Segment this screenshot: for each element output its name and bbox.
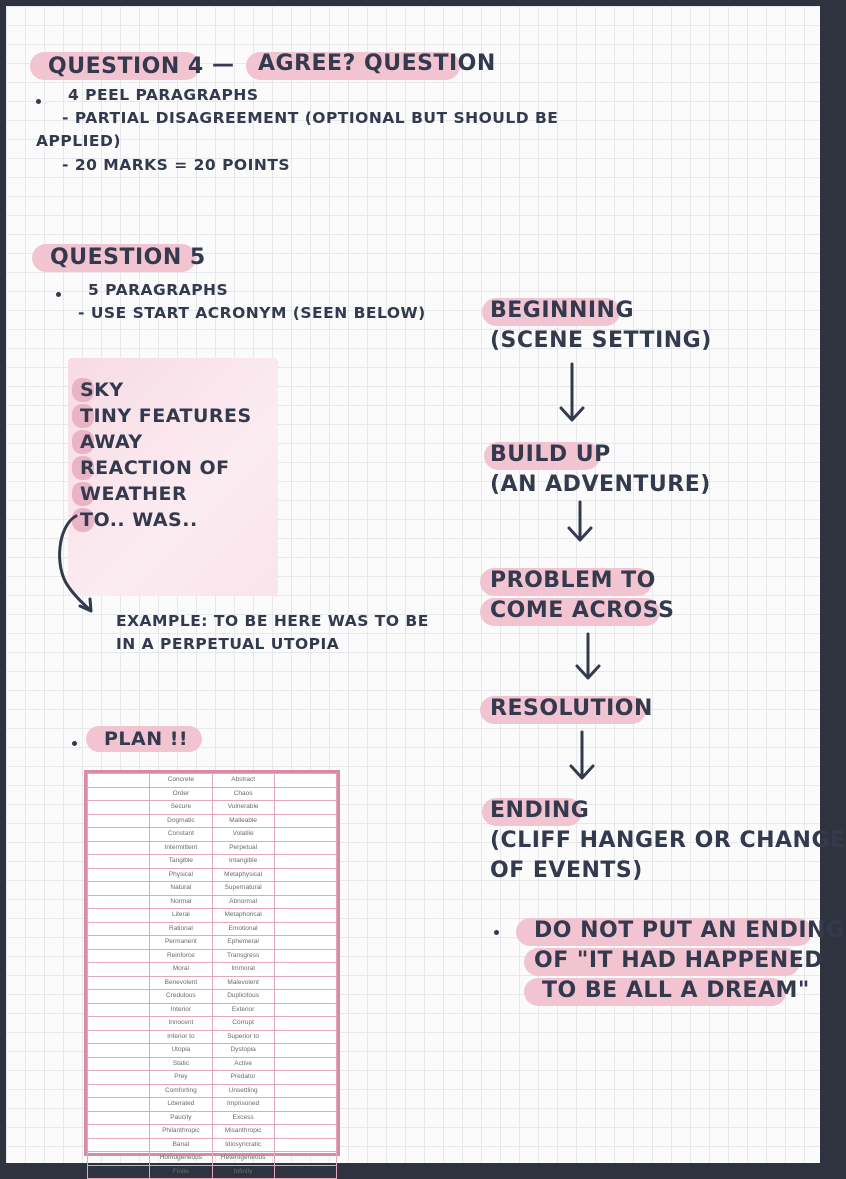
table-cell: [274, 1084, 336, 1098]
table-cell: Rational: [150, 922, 212, 936]
table-cell: [274, 1152, 336, 1166]
table-cell: Comforting: [150, 1084, 212, 1098]
q4-subtitle: AGREE? QUESTION: [258, 51, 496, 76]
bullet: [494, 930, 499, 935]
table-cell: Supernatural: [212, 882, 274, 896]
table-row: [88, 1125, 337, 1139]
table-row: [88, 1111, 337, 1125]
table-cell: [274, 1017, 336, 1031]
bullet: [36, 99, 41, 104]
table-cell: Reinforce: [150, 949, 212, 963]
vocabulary-table: [84, 770, 340, 1175]
table-cell: Duplicitous: [212, 990, 274, 1004]
flow-beginning: BEGINNING: [490, 298, 635, 323]
example-line-1: EXAMPLE: TO BE HERE WAS TO BE: [116, 612, 429, 630]
acronym-sky: SKY: [80, 379, 124, 401]
table-cell: [88, 814, 150, 828]
table-cell: Utopia: [150, 1044, 212, 1058]
table-cell: Vulnerable: [212, 801, 274, 815]
table-cell: [274, 868, 336, 882]
table-cell: Prey: [150, 1071, 212, 1085]
table-cell: [274, 895, 336, 909]
table-row: [88, 1098, 337, 1112]
table-cell: [274, 801, 336, 815]
table-cell: Tangible: [150, 855, 212, 869]
table-cell: Corrupt: [212, 1017, 274, 1031]
table-cell: [88, 1111, 150, 1125]
table-row: [88, 787, 337, 801]
table-cell: Paucity: [150, 1111, 212, 1125]
q4-title: QUESTION 4: [48, 54, 204, 79]
table-row: [88, 976, 337, 990]
table-cell: [88, 990, 150, 1004]
table-cell: [274, 787, 336, 801]
table-row: [88, 841, 337, 855]
table-row: [88, 814, 337, 828]
table-cell: Homogeneous: [150, 1152, 212, 1166]
flow-beginning-sub: (SCENE SETTING): [490, 328, 712, 353]
bullet: [56, 292, 61, 297]
note-line-2: OF "IT HAD HAPPENED: [534, 948, 823, 973]
table-cell: Volatile: [212, 828, 274, 842]
table-cell: [88, 868, 150, 882]
table-cell: Abnormal: [212, 895, 274, 909]
acronym-reaction-of: REACTION OF: [80, 457, 230, 479]
table-cell: [274, 990, 336, 1004]
table-cell: Malleable: [212, 814, 274, 828]
curved-arrow-icon: [46, 506, 106, 621]
table-cell: Superior to: [212, 1030, 274, 1044]
table-cell: [274, 963, 336, 977]
table-cell: [274, 936, 336, 950]
table-cell: [88, 949, 150, 963]
q5-line-1: 5 PARAGRAPHS: [88, 281, 229, 299]
table-cell: [274, 828, 336, 842]
table-cell: [88, 1165, 150, 1179]
table-cell: Concrete: [150, 774, 212, 788]
table-cell: Ephemeral: [212, 936, 274, 950]
table-row: [88, 895, 337, 909]
table-cell: [274, 1138, 336, 1152]
table-cell: Unsettling: [212, 1084, 274, 1098]
table-cell: Interior: [150, 1003, 212, 1017]
table-cell: [88, 976, 150, 990]
table-cell: [88, 801, 150, 815]
table-row: [88, 882, 337, 896]
table-cell: Intangible: [212, 855, 274, 869]
flow-problem-1: PROBLEM TO: [490, 568, 656, 593]
table-cell: Metaphysical: [212, 868, 274, 882]
table-cell: [88, 787, 150, 801]
table-cell: [88, 1003, 150, 1017]
table-cell: Heterogeneous: [212, 1152, 274, 1166]
flow-resolution: RESOLUTION: [490, 696, 653, 721]
table-cell: Normal: [150, 895, 212, 909]
table-cell: [88, 1084, 150, 1098]
table-cell: [88, 1125, 150, 1139]
table-cell: [88, 1017, 150, 1031]
down-arrow-icon: [566, 500, 594, 544]
table-row: [88, 1003, 337, 1017]
table-row: [88, 801, 337, 815]
table-cell: [88, 841, 150, 855]
table-row: [88, 1030, 337, 1044]
table-cell: [88, 774, 150, 788]
table-cell: [274, 882, 336, 896]
flow-problem-2: COME ACROSS: [490, 598, 675, 623]
table-row: [88, 868, 337, 882]
table-row: [88, 1017, 337, 1031]
table-cell: [274, 1057, 336, 1071]
q4-line-3: - 20 MARKS = 20 POINTS: [62, 156, 291, 174]
down-arrow-icon: [558, 362, 586, 424]
table-cell: [274, 774, 336, 788]
table-row: [88, 1165, 337, 1179]
note-line-1: DO NOT PUT AN ENDING: [534, 918, 845, 943]
table-cell: [274, 1098, 336, 1112]
table-row: [88, 963, 337, 977]
table-cell: Secure: [150, 801, 212, 815]
table-cell: [88, 855, 150, 869]
table-cell: [88, 1057, 150, 1071]
table-cell: Constant: [150, 828, 212, 842]
table-cell: Exterior: [212, 1003, 274, 1017]
table-cell: [274, 1030, 336, 1044]
q5-line-2: - USE START ACRONYM (SEEN BELOW): [78, 304, 426, 322]
down-arrow-icon: [574, 632, 602, 682]
acronym-away: AWAY: [80, 431, 143, 453]
q4-line-1: 4 PEEL PARAGRAPHS: [68, 86, 259, 104]
table-cell: [88, 1152, 150, 1166]
table-cell: [88, 936, 150, 950]
table-cell: Transgress: [212, 949, 274, 963]
table-cell: Physical: [150, 868, 212, 882]
down-arrow-icon: [568, 730, 596, 782]
table-cell: [88, 828, 150, 842]
table-row: [88, 1084, 337, 1098]
table-cell: [88, 1098, 150, 1112]
acronym-to-was: TO.. WAS..: [80, 509, 198, 531]
table-cell: Natural: [150, 882, 212, 896]
table-cell: Infinity: [212, 1165, 274, 1179]
table-row: [88, 828, 337, 842]
table-cell: [274, 855, 336, 869]
table-cell: [88, 922, 150, 936]
table-cell: [88, 1138, 150, 1152]
table-cell: Misanthropic: [212, 1125, 274, 1139]
table-cell: Intermittent: [150, 841, 212, 855]
note-line-3: TO BE ALL A DREAM": [542, 978, 810, 1003]
table-row: [88, 936, 337, 950]
table-cell: Literal: [150, 909, 212, 923]
table-cell: Malevolent: [212, 976, 274, 990]
table-row: [88, 1044, 337, 1058]
table-cell: Imprisoned: [212, 1098, 274, 1112]
table-row: [88, 922, 337, 936]
table-cell: [274, 1044, 336, 1058]
table-cell: Immoral: [212, 963, 274, 977]
table-cell: Inferior to: [150, 1030, 212, 1044]
table-cell: Permanent: [150, 936, 212, 950]
table-cell: [88, 963, 150, 977]
table-cell: Active: [212, 1057, 274, 1071]
table-cell: [274, 1111, 336, 1125]
q4-dash: —: [212, 52, 235, 77]
table-cell: Innocent: [150, 1017, 212, 1031]
table-cell: Predator: [212, 1071, 274, 1085]
table-cell: Credulous: [150, 990, 212, 1004]
table-row: [88, 909, 337, 923]
table-cell: [274, 841, 336, 855]
notes-page: [6, 6, 846, 1175]
table-cell: Excess: [212, 1111, 274, 1125]
table-cell: Benevolent: [150, 976, 212, 990]
table-row: [88, 855, 337, 869]
table-cell: [274, 814, 336, 828]
table-row: [88, 949, 337, 963]
flow-ending-sub-1: (CLIFF HANGER OR CHANGE: [490, 828, 846, 853]
table-cell: [274, 1125, 336, 1139]
table-row: [88, 1138, 337, 1152]
table-cell: [274, 1003, 336, 1017]
table-cell: Perpetual: [212, 841, 274, 855]
table-cell: Chaos: [212, 787, 274, 801]
table-row: [88, 1071, 337, 1085]
flow-build-up: BUILD UP: [490, 442, 611, 467]
table-cell: [274, 909, 336, 923]
table-cell: [88, 882, 150, 896]
table-row: [88, 990, 337, 1004]
table-cell: Philanthropic: [150, 1125, 212, 1139]
example-line-2: IN A PERPETUAL UTOPIA: [116, 635, 340, 653]
acronym-tiny-features: TINY FEATURES: [80, 405, 252, 427]
table-cell: Moral: [150, 963, 212, 977]
q4-line-2a: - PARTIAL DISAGREEMENT (OPTIONAL BUT SHOULD BE: [62, 109, 559, 127]
table-cell: [274, 922, 336, 936]
table-cell: Finite: [150, 1165, 212, 1179]
flow-ending: ENDING: [490, 798, 590, 823]
table-cell: Static: [150, 1057, 212, 1071]
table-cell: [274, 1071, 336, 1085]
table-cell: Banal: [150, 1138, 212, 1152]
table-cell: Liberated: [150, 1098, 212, 1112]
table-cell: Idiosyncratic: [212, 1138, 274, 1152]
table-cell: Metaphorical: [212, 909, 274, 923]
acronym-weather: WEATHER: [80, 483, 188, 505]
flow-build-up-sub: (AN ADVENTURE): [490, 472, 711, 497]
table-cell: [88, 1071, 150, 1085]
table-row: [88, 1152, 337, 1166]
q5-title: QUESTION 5: [50, 245, 206, 270]
table-row: [88, 774, 337, 788]
q4-line-2b: APPLIED): [36, 132, 121, 150]
table-cell: [88, 1044, 150, 1058]
plan-label: PLAN !!: [104, 728, 189, 750]
table-cell: Order: [150, 787, 212, 801]
table-cell: [88, 895, 150, 909]
table-cell: Abstract: [212, 774, 274, 788]
bullet: [72, 741, 77, 746]
table-cell: Emotional: [212, 922, 274, 936]
table-cell: Dogmatic: [150, 814, 212, 828]
flow-ending-sub-2: OF EVENTS): [490, 858, 643, 883]
table-cell: [274, 976, 336, 990]
table-row: [88, 1057, 337, 1071]
table-cell: [274, 1165, 336, 1179]
table-cell: [274, 949, 336, 963]
table-cell: [88, 1030, 150, 1044]
table-cell: [88, 909, 150, 923]
table-cell: Dystopia: [212, 1044, 274, 1058]
